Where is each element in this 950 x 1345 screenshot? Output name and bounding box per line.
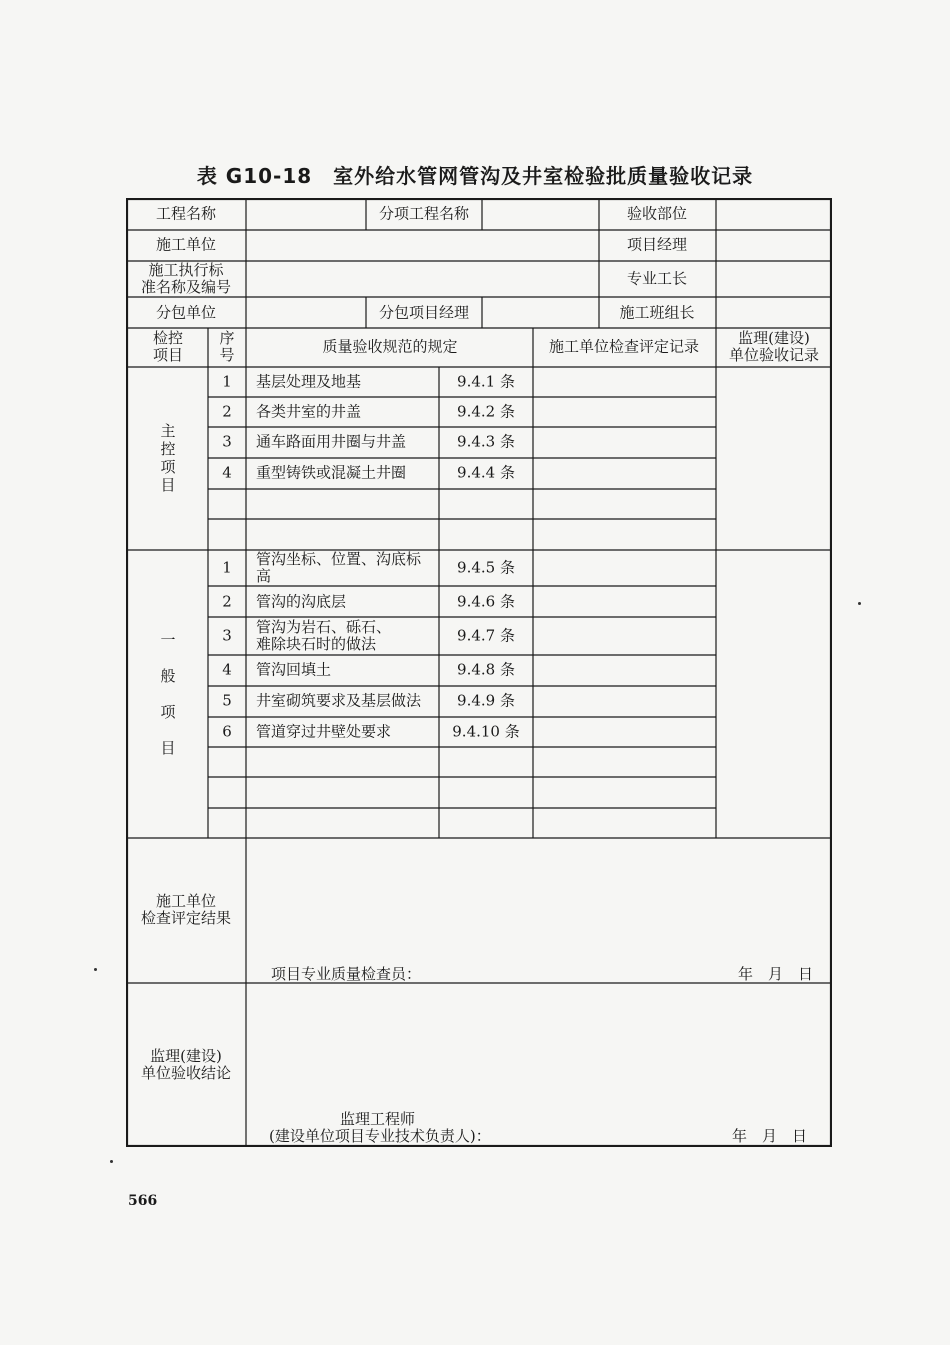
construction-unit-label: 施工单位 <box>155 235 217 254</box>
page-number: 566 <box>128 1193 158 1209</box>
main-row-2-no: 2 <box>222 402 232 421</box>
general-row-1-text-line2: 高 <box>256 567 272 585</box>
scan-speck <box>858 602 861 605</box>
general-row-6-no: 6 <box>222 722 232 741</box>
supervision-result-label <box>141 1048 231 1082</box>
main-row-3-no: 3 <box>222 432 232 451</box>
general-items-label-char: 目 <box>160 739 176 757</box>
owner-rep-signature: (建设单位项目专业技术负责人)： <box>269 1127 491 1145</box>
col-item-category-line2: 项目 <box>152 346 184 364</box>
general-row-1-no: 1 <box>222 558 232 577</box>
subcontract-unit-label: 分包单位 <box>155 303 217 322</box>
main-row-2-clause: 9.4.2 条 <box>457 402 515 421</box>
general-row-2-no: 2 <box>222 592 232 611</box>
general-row-5-no: 5 <box>222 691 232 710</box>
general-row-5-text: 井室砌筑要求及基层做法 <box>256 691 422 710</box>
general-row-4-clause: 9.4.8 条 <box>457 660 515 679</box>
main-row-1-clause: 9.4.1 条 <box>457 372 515 391</box>
col-supervision-check-line1: 监理(建设) <box>738 329 810 347</box>
form-title: 表 G10-18 室外给水管网管沟及井室检验批质量验收记录 <box>196 164 754 188</box>
col-serial <box>219 330 234 364</box>
supervision-result-label-line1: 监理(建设) <box>150 1047 222 1065</box>
general-row-5-clause: 9.4.9 条 <box>457 691 515 710</box>
general-row-4-no: 4 <box>222 660 232 679</box>
main-items-label <box>160 422 175 494</box>
col-supervision-check-line2: 单位验收记录 <box>728 346 820 364</box>
general-items-label-char: 般 <box>160 667 176 685</box>
general-items-label-char: 项 <box>160 703 176 721</box>
general-row-3-no: 3 <box>222 626 232 645</box>
main-row-1-no: 1 <box>222 372 232 391</box>
general-row-3-text <box>256 619 391 653</box>
main-items-label-char: 主 <box>160 422 176 440</box>
acceptance-part-label: 验收部位 <box>626 204 688 223</box>
construction-result-label <box>141 893 231 927</box>
quality-inspector-signature: 项目专业质量检查员： <box>271 965 422 983</box>
general-row-1-text <box>256 551 421 585</box>
main-row-3-text: 通车路面用井圈与井盖 <box>256 432 407 451</box>
standard-label-line2: 准名称及编号 <box>140 278 232 296</box>
main-row-3-clause: 9.4.3 条 <box>457 432 515 451</box>
general-row-4-text: 管沟回填土 <box>256 660 332 679</box>
general-row-3-text-line2: 难除块石时的做法 <box>256 635 377 653</box>
general-row-2-text: 管沟的沟底层 <box>256 592 347 611</box>
main-row-4-clause: 9.4.4 条 <box>457 463 515 482</box>
main-row-2-text: 各类井室的井盖 <box>256 402 362 421</box>
col-supervision-check <box>729 330 819 364</box>
general-row-3-clause: 9.4.7 条 <box>457 626 515 645</box>
col-serial-line1: 序 <box>219 329 235 347</box>
supervision-result-date: 年 月 日 <box>732 1127 808 1145</box>
main-row-1-text: 基层处理及地基 <box>256 372 362 391</box>
project-name-label: 工程名称 <box>155 204 217 223</box>
construction-result-label-line2: 检查评定结果 <box>140 909 232 927</box>
acceptance-record-table <box>126 198 832 1147</box>
project-manager-label: 项目经理 <box>626 235 688 254</box>
general-row-6-clause: 9.4.10 条 <box>452 722 520 741</box>
main-row-4-text: 重型铸铁或混凝土井圈 <box>256 463 407 482</box>
general-row-1-text-line1: 管沟坐标、位置、沟底标 <box>256 550 422 568</box>
general-items-label-char: 一 <box>160 631 176 649</box>
main-items-label-char: 控 <box>160 440 176 458</box>
col-item-category-line1: 检控 <box>152 329 184 347</box>
team-leader-label: 施工班组长 <box>619 303 695 322</box>
col-item-category <box>153 330 183 364</box>
col-spec: 质量验收规范的规定 <box>322 337 458 356</box>
scan-speck <box>94 968 97 971</box>
main-row-4-no: 4 <box>222 463 232 482</box>
col-serial-line2: 号 <box>219 346 235 364</box>
sub-project-label: 分项工程名称 <box>378 204 470 223</box>
construction-result-date: 年 月 日 <box>738 965 814 983</box>
foreman-label: 专业工长 <box>626 269 688 288</box>
general-row-2-clause: 9.4.6 条 <box>457 592 515 611</box>
col-construction-check: 施工单位检查评定记录 <box>548 337 700 356</box>
construction-result-label-line1: 施工单位 <box>155 892 217 910</box>
subcontract-manager-label: 分包项目经理 <box>378 303 470 322</box>
supervision-engineer-label: 监理工程师 <box>340 1110 416 1128</box>
standard-label-line1: 施工执行标 <box>148 261 224 279</box>
standard-label <box>141 262 231 296</box>
general-row-6-text: 管道穿过井壁处要求 <box>256 722 392 741</box>
general-items-label <box>160 622 175 766</box>
general-row-1-clause: 9.4.5 条 <box>457 558 515 577</box>
general-row-3-text-line1: 管沟为岩石、砾石、 <box>256 618 392 636</box>
main-items-label-char: 项 <box>160 458 176 476</box>
supervision-result-label-line2: 单位验收结论 <box>140 1064 232 1082</box>
main-items-label-char: 目 <box>160 476 176 494</box>
scan-speck <box>110 1160 113 1163</box>
